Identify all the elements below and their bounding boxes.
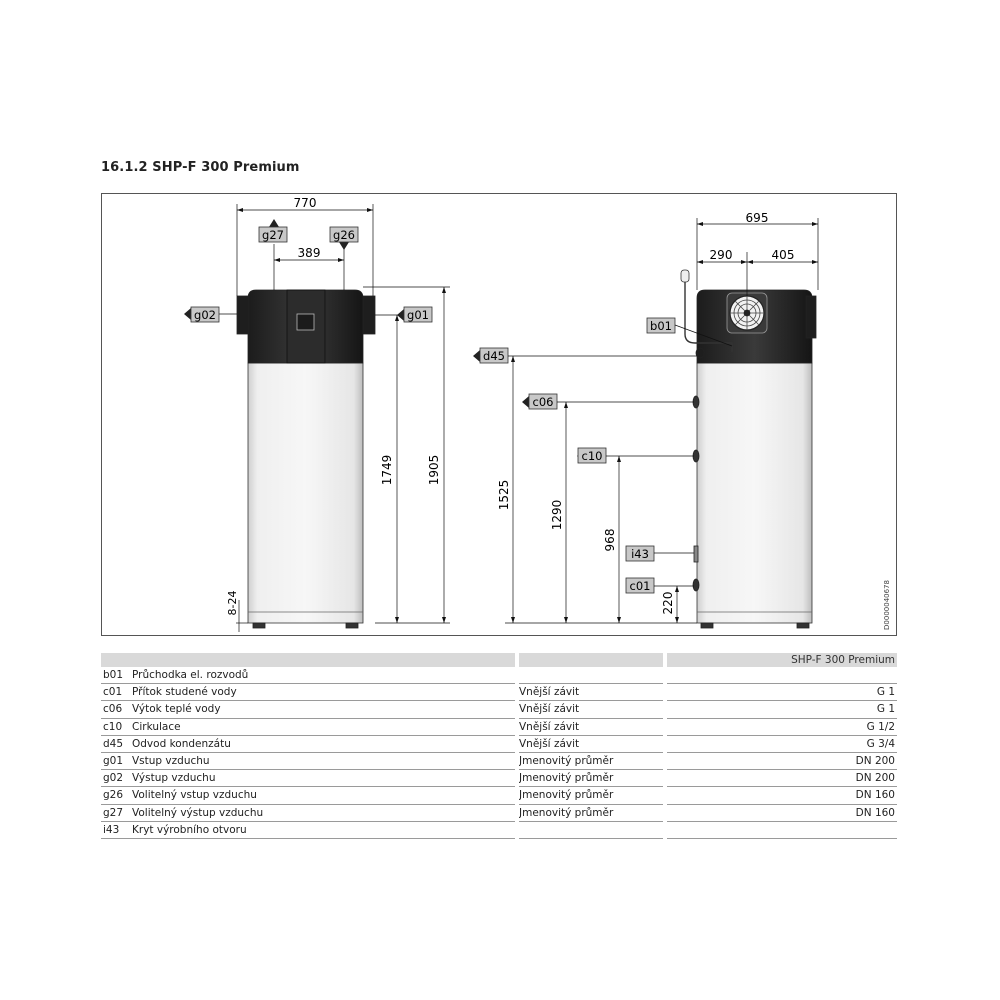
row-connection-type: Jmenovitý průměr [519, 754, 614, 767]
table-row [101, 805, 897, 822]
row-name: Volitelný vstup vzduchu [132, 789, 257, 802]
row-name: Kryt výrobního otvoru [132, 823, 247, 836]
front-tank-body [248, 363, 363, 623]
svg-text:c01: c01 [629, 579, 651, 593]
table-row [101, 736, 897, 753]
d45-connector [696, 348, 704, 358]
front-view [237, 290, 375, 628]
row-connection-type: Vnější závit [519, 703, 580, 716]
row-value: G 1 [876, 703, 895, 716]
dim-1525: 1525 [497, 479, 511, 511]
dim-8-24: 8-24 [226, 590, 239, 616]
table-row [101, 822, 897, 839]
row-value: DN 200 [855, 754, 895, 767]
dim-1905: 1905 [427, 454, 441, 486]
svg-text:g01: g01 [407, 308, 429, 322]
section-title: 16.1.2 SHP-F 300 Premium [101, 160, 300, 175]
table-row [101, 719, 897, 736]
row-connection-type: Jmenovitý průměr [519, 789, 614, 802]
dim-290: 290 [709, 248, 733, 262]
dim-968: 968 [603, 528, 617, 552]
dim-770: 770 [293, 196, 317, 210]
row-value: DN 160 [855, 789, 895, 802]
row-code: c01 [103, 686, 123, 699]
row-code: g01 [103, 754, 124, 767]
row-code: d45 [103, 737, 124, 750]
dim-1290: 1290 [550, 499, 564, 531]
dim-405: 405 [771, 248, 795, 262]
row-value: DN 200 [855, 772, 895, 785]
row-connection-type: Jmenovitý průměr [519, 806, 614, 819]
row-code: c10 [103, 720, 123, 733]
dim-389: 389 [297, 246, 321, 260]
table-row [101, 667, 897, 684]
svg-text:g26: g26 [333, 228, 355, 242]
dim-220: 220 [661, 591, 675, 615]
row-name: Průchodka el. rozvodů [132, 669, 249, 681]
row-name: Odvod kondenzátu [132, 737, 231, 750]
row-code: g02 [103, 772, 124, 785]
g01-duct [363, 296, 375, 334]
dim-1749: 1749 [380, 454, 394, 486]
dim-695: 695 [745, 211, 769, 225]
table-row [101, 787, 897, 804]
row-code: i43 [103, 823, 120, 836]
row-value: G 1/2 [866, 720, 895, 733]
row-connection-type: Vnější závit [519, 720, 580, 733]
row-value: G 1 [876, 686, 895, 699]
side-tank-body [697, 363, 812, 623]
row-name: Výtok teplé vody [132, 703, 221, 716]
svg-text:g02: g02 [194, 308, 216, 322]
row-code: g26 [103, 789, 124, 802]
model-header: SHP-F 300 Premium [791, 654, 895, 666]
row-connection-type: Vnější závit [519, 737, 580, 750]
table-row [101, 753, 897, 770]
row-name: Vstup vzduchu [132, 754, 210, 767]
table-row [101, 684, 897, 701]
row-name: Volitelný výstup vzduchu [132, 806, 264, 819]
table-rows [101, 667, 897, 839]
svg-text:c06: c06 [532, 395, 554, 409]
table-header [101, 653, 897, 667]
row-name: Výstup vzduchu [132, 772, 216, 785]
row-connection-type: Vnější závit [519, 686, 580, 699]
svg-text:c10: c10 [581, 449, 603, 463]
drawing-id: D0000040678 [883, 580, 891, 630]
row-value: G 3/4 [866, 737, 895, 750]
connection-table [101, 653, 897, 839]
svg-text:d45: d45 [483, 349, 505, 363]
table-row [101, 701, 897, 718]
row-name: Cirkulace [132, 720, 181, 733]
svg-text:i43: i43 [631, 547, 649, 561]
svg-text:b01: b01 [650, 319, 672, 333]
front-display [297, 314, 314, 330]
technical-drawing [101, 193, 897, 636]
row-name: Přítok studené vody [132, 686, 237, 699]
svg-text:g27: g27 [262, 228, 284, 242]
row-value: DN 160 [855, 806, 895, 819]
side-view [681, 270, 816, 628]
table-row [101, 770, 897, 787]
g02-duct [237, 296, 249, 334]
row-code: c06 [103, 703, 123, 716]
row-connection-type: Jmenovitý průměr [519, 772, 614, 785]
c01-connector [693, 579, 699, 591]
row-code: b01 [103, 669, 124, 681]
row-code: g27 [103, 806, 124, 819]
